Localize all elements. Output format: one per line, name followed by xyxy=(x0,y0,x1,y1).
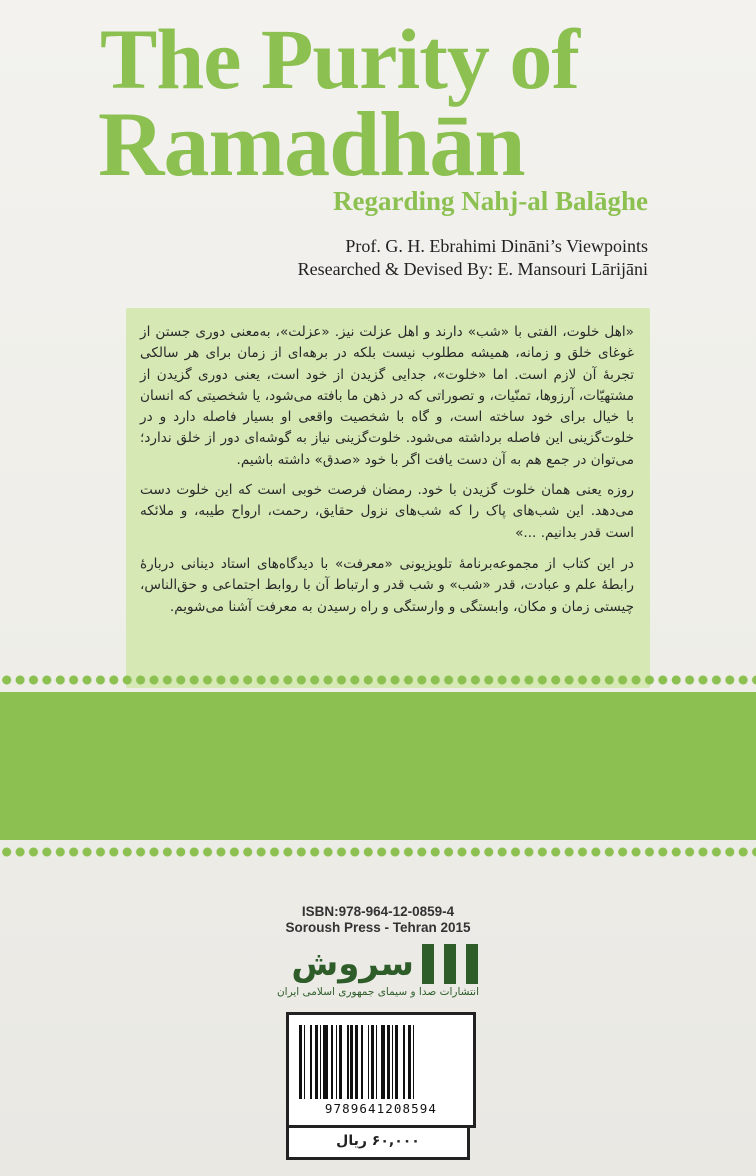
barcode-stripe xyxy=(339,1025,342,1099)
barcode-stripe xyxy=(304,1025,306,1099)
barcode-stripe xyxy=(413,1025,415,1099)
barcode-stripe xyxy=(320,1025,322,1099)
barcode-stripe xyxy=(336,1025,338,1099)
title-line-2: Ramadhān xyxy=(98,93,525,195)
barcode-stripe xyxy=(323,1025,328,1099)
blurb-paragraph-2: روزه یعنی همان خلوت گزیدن با خود. رمضان فرصت خوبی است که این خلوت دست می‌دهد. این شب‌های پاک را که شب‌های نزول حقایق، رحمت، ارواح طیبه، و ملائکه است قدر بدانیم. ...» xyxy=(140,482,634,541)
barcode-stripe xyxy=(315,1025,318,1099)
barcode-stripe xyxy=(408,1025,411,1099)
blurb-paragraph-3: در این کتاب از مجموعه‌برنامهٔ تلویزیونی «معرفت» با دیدگاه‌های استاد دینانی دربارهٔ رابطهٔ علم و عبادت، قدر «شب» و شب قدر و ارتباط آن با روابط اجتماعی و حق‌الناس، چیستی زمان و مکان، وابستگی و وارستگی و راه رسیدن به معرفت آشنا می‌شویم. xyxy=(140,555,634,615)
barcode-stripe xyxy=(355,1025,358,1099)
logo-tagline: انتشارات صدا و سیمای جمهوری اسلامی ایران xyxy=(276,986,480,998)
barcode-stripe xyxy=(310,1025,312,1099)
barcode-stripe xyxy=(331,1025,333,1099)
barcode-stripe xyxy=(347,1025,349,1099)
barcode-stripe xyxy=(376,1025,378,1099)
publisher-logo xyxy=(274,942,482,1006)
blurb-paragraph-1: «اهل خلوت، الفتی با «شب» دارند و اهل عزلت نیز. «عزلت»، به‌معنی دوری جستن از غوغای خلق و زمانه، همیشه مطلوب نیست بلکه در برهه‌ای از زمان برای هر سالکی تجربهٔ آن لازم است. اما «خلوت»، جدایی گزیدن از خود است، یعنی دوری گزیدن از مشتهیّات، آرزوها، تمنّیات، و تصوراتی که در ذهن ما بافته می‌شود، یا شخصیتی که انسان با خیال برای خود ساخته است، و گاه با شخصیت واقعی او بسیار فاصله دارد و در خلوت‌گزینی این فاصله برداشته می‌شود. خلوت‌گزینی نیاز به گوشه‌ای دور از خلق ندارد؛ می‌توان در جمع هم به آن دست یافت اگر با خود «صدق» داشته باشیم. xyxy=(140,324,634,468)
barcode-stripe xyxy=(392,1025,394,1099)
compiler-credit: Researched & Devised By: E. Mansouri Lārijāni xyxy=(297,259,648,279)
barcode-number: 9789641208594 xyxy=(324,1101,438,1116)
logo-bars-icon xyxy=(420,944,482,984)
blurb-panel xyxy=(126,308,650,688)
green-band xyxy=(0,692,756,840)
barcode-stripe xyxy=(387,1025,390,1099)
subtitle: Regarding Nahj-al Balāghe xyxy=(332,186,648,216)
publisher-imprint: Soroush Press - Tehran 2015 xyxy=(285,920,471,935)
barcode-stripe xyxy=(368,1025,370,1099)
barcode-stripe xyxy=(361,1025,363,1099)
author-credit: Prof. G. H. Ebrahimi Dināni’s Viewpoints xyxy=(345,236,648,256)
barcode-stripe xyxy=(299,1025,302,1099)
barcode-stripe xyxy=(395,1025,398,1099)
barcode-stripe xyxy=(381,1025,386,1099)
barcode-stripe xyxy=(350,1025,353,1099)
barcode-stripe xyxy=(403,1025,405,1099)
dotted-border-top xyxy=(0,672,756,688)
isbn-text: ISBN:978-964-12-0859-4 xyxy=(301,904,455,919)
barcode-bars xyxy=(299,1025,463,1099)
dotted-border-bottom xyxy=(0,844,756,860)
logo-wordmark: سروش xyxy=(291,944,414,984)
title-line-1: The Purity of xyxy=(100,11,580,107)
barcode-stripe xyxy=(371,1025,374,1099)
price-label: ۶۰,۰۰۰ ریال xyxy=(286,1128,470,1160)
barcode xyxy=(286,1012,476,1128)
